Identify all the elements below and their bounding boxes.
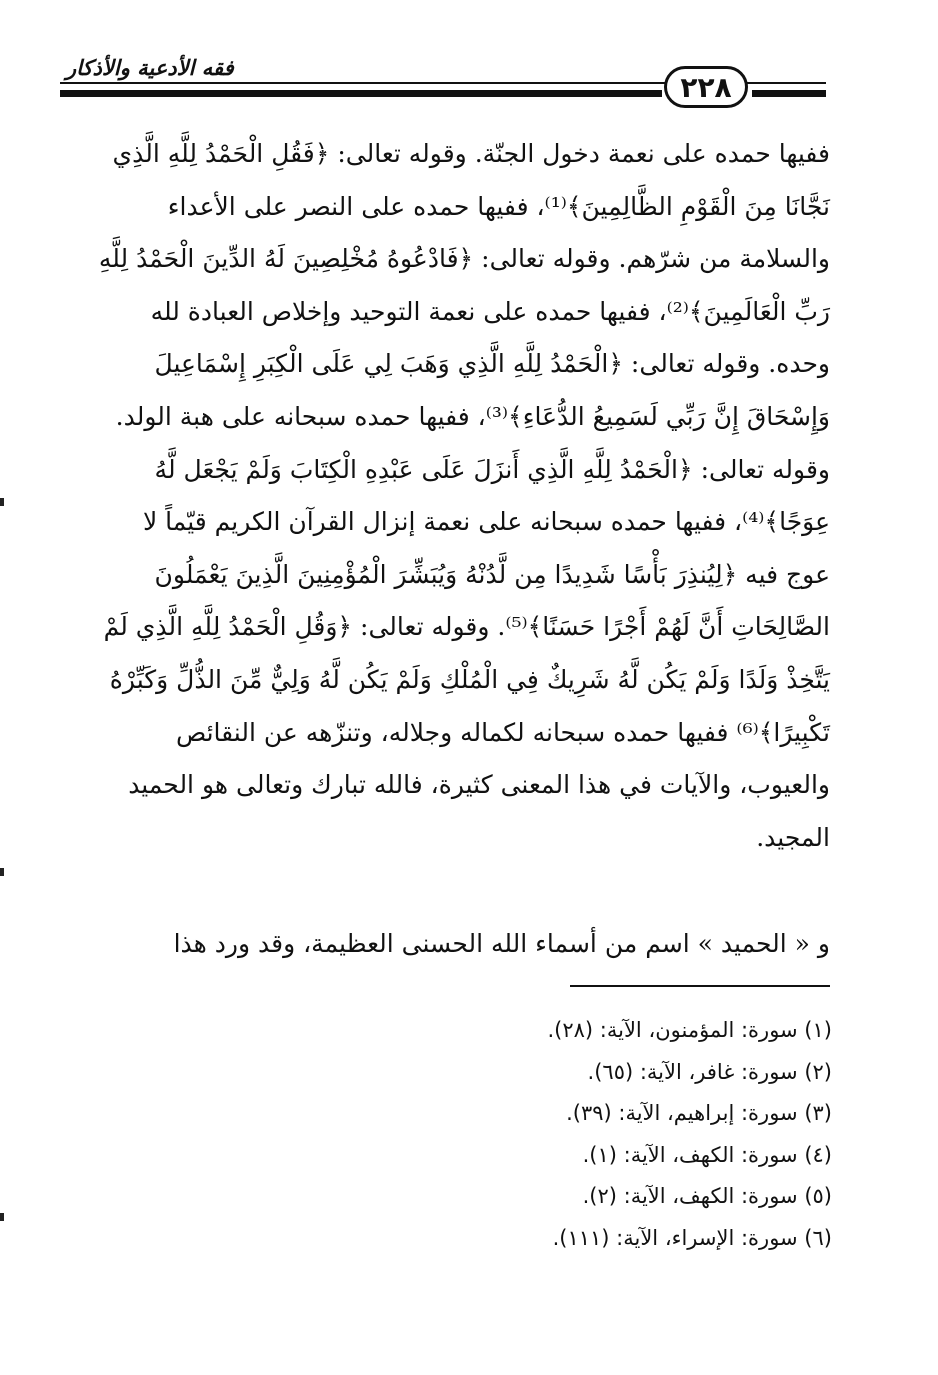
header-rule-thick-right [752, 90, 826, 97]
footnote-item: (٦) سورة: الإسراء، الآية: (١١١). [552, 1225, 832, 1250]
text-line: الصَّالِحَاتِ أَنَّ لَهُمْ أَجْرًا حَسَنًا﴾⁽⁵⁾. وقوله تعالى: ﴿وَقُلِ الْحَمْدُ لِلَّهِ الَّذِي لَمْ [103, 612, 830, 642]
running-title: فقه الأدعية والأذكار [66, 56, 234, 80]
header-rule-thick-left [60, 90, 662, 97]
text-line: وقوله تعالى: ﴿الْحَمْدُ لِلَّهِ الَّذِي أَنزَلَ عَلَى عَبْدِهِ الْكِتَابَ وَلَمْ يَجْعَل لَّهُ [154, 454, 830, 484]
scan-edge-mark [0, 868, 4, 876]
text-line: والعيوب، والآيات في هذا المعنى كثيرة، فالله تبارك وتعالى هو الحميد [128, 770, 830, 800]
scan-edge-mark [0, 1213, 4, 1221]
footnote-item: (٥) سورة: الكهف، الآية: (٢). [582, 1184, 832, 1208]
footnote-separator [570, 985, 830, 987]
text-line: عِوَجًا﴾⁽⁴⁾، ففيها حمده سبحانه على نعمة إنزال القرآن الكريم قيّماً لا [142, 507, 830, 537]
text-line: تَكْبِيرًا﴾⁽⁶⁾ ففيها حمده سبحانه لكماله وجلاله، وتنزّهه عن النقائص [175, 717, 830, 747]
text-line: نَجَّانَا مِنَ الْقَوْمِ الظَّالِمِينَ﴾⁽¹⁾، ففيها حمده على النصر على الأعداء [167, 191, 830, 221]
scan-edge-mark [0, 498, 4, 506]
text-line: وحده. وقوله تعالى: ﴿الْحَمْدُ لِلَّهِ الَّذِي وَهَبَ لِي عَلَى الْكِبَرِ إِسْمَاعِيلَ [154, 349, 830, 379]
footnote-item: (٢) سورة: غافر، الآية: (٦٥). [587, 1059, 832, 1084]
text-line: رَبِّ الْعَالَمِينَ﴾⁽²⁾، ففيها حمده على نعمة التوحيد وإخلاص العبادة لله [150, 296, 830, 326]
text-line: وَإِسْحَاقَ إِنَّ رَبِّي لَسَمِيعُ الدُّعَاءِ﴾⁽³⁾، ففيها حمده سبحانه على هبة الولد. [115, 401, 830, 431]
page-header [60, 52, 826, 112]
footnotes [400, 1010, 832, 1259]
page-number: ٢٢٨ [664, 66, 748, 108]
footnote-item: (٤) سورة: الكهف، الآية: (١). [582, 1142, 832, 1167]
text-line: عوج فيه ﴿لِيُنذِرَ بَأْسًا شَدِيدًا مِن لَّدُنْهُ وَيُبَشِّرَ الْمُؤْمِنِينَ الَّذِينَ يَعْمَلُونَ [154, 559, 830, 589]
text-line: والسلامة من شرّهم. وقوله تعالى: ﴿فَادْعُوهُ مُخْلِصِينَ لَهُ الدِّينَ الْحَمْدُ لِلَّهِ [98, 244, 830, 274]
second-paragraph: و « الحميد » اسم من أسماء الله الحسنى العظيمة، وقد ورد هذا [173, 929, 830, 958]
footnote-item: (٣) سورة: إبراهيم، الآية: (٣٩). [566, 1101, 832, 1125]
footnote-item: (١) سورة: المؤمنون، الآية: (٢٨). [547, 1018, 832, 1042]
main-paragraph [70, 128, 830, 864]
text-line: المجيد. [756, 822, 830, 852]
text-line: ففيها حمده على نعمة دخول الجنّة. وقوله تعالى: ﴿فَقُلِ الْحَمْدُ لِلَّهِ الَّذِي [112, 139, 830, 168]
text-line: يَتَّخِذْ وَلَدًا وَلَمْ يَكُن لَّهُ شَرِيكٌ فِي الْمُلْكِ وَلَمْ يَكُن لَّهُ وَلِيٌّ مِّنَ الذُّلِّ وَكَبِّرْهُ [109, 664, 830, 694]
